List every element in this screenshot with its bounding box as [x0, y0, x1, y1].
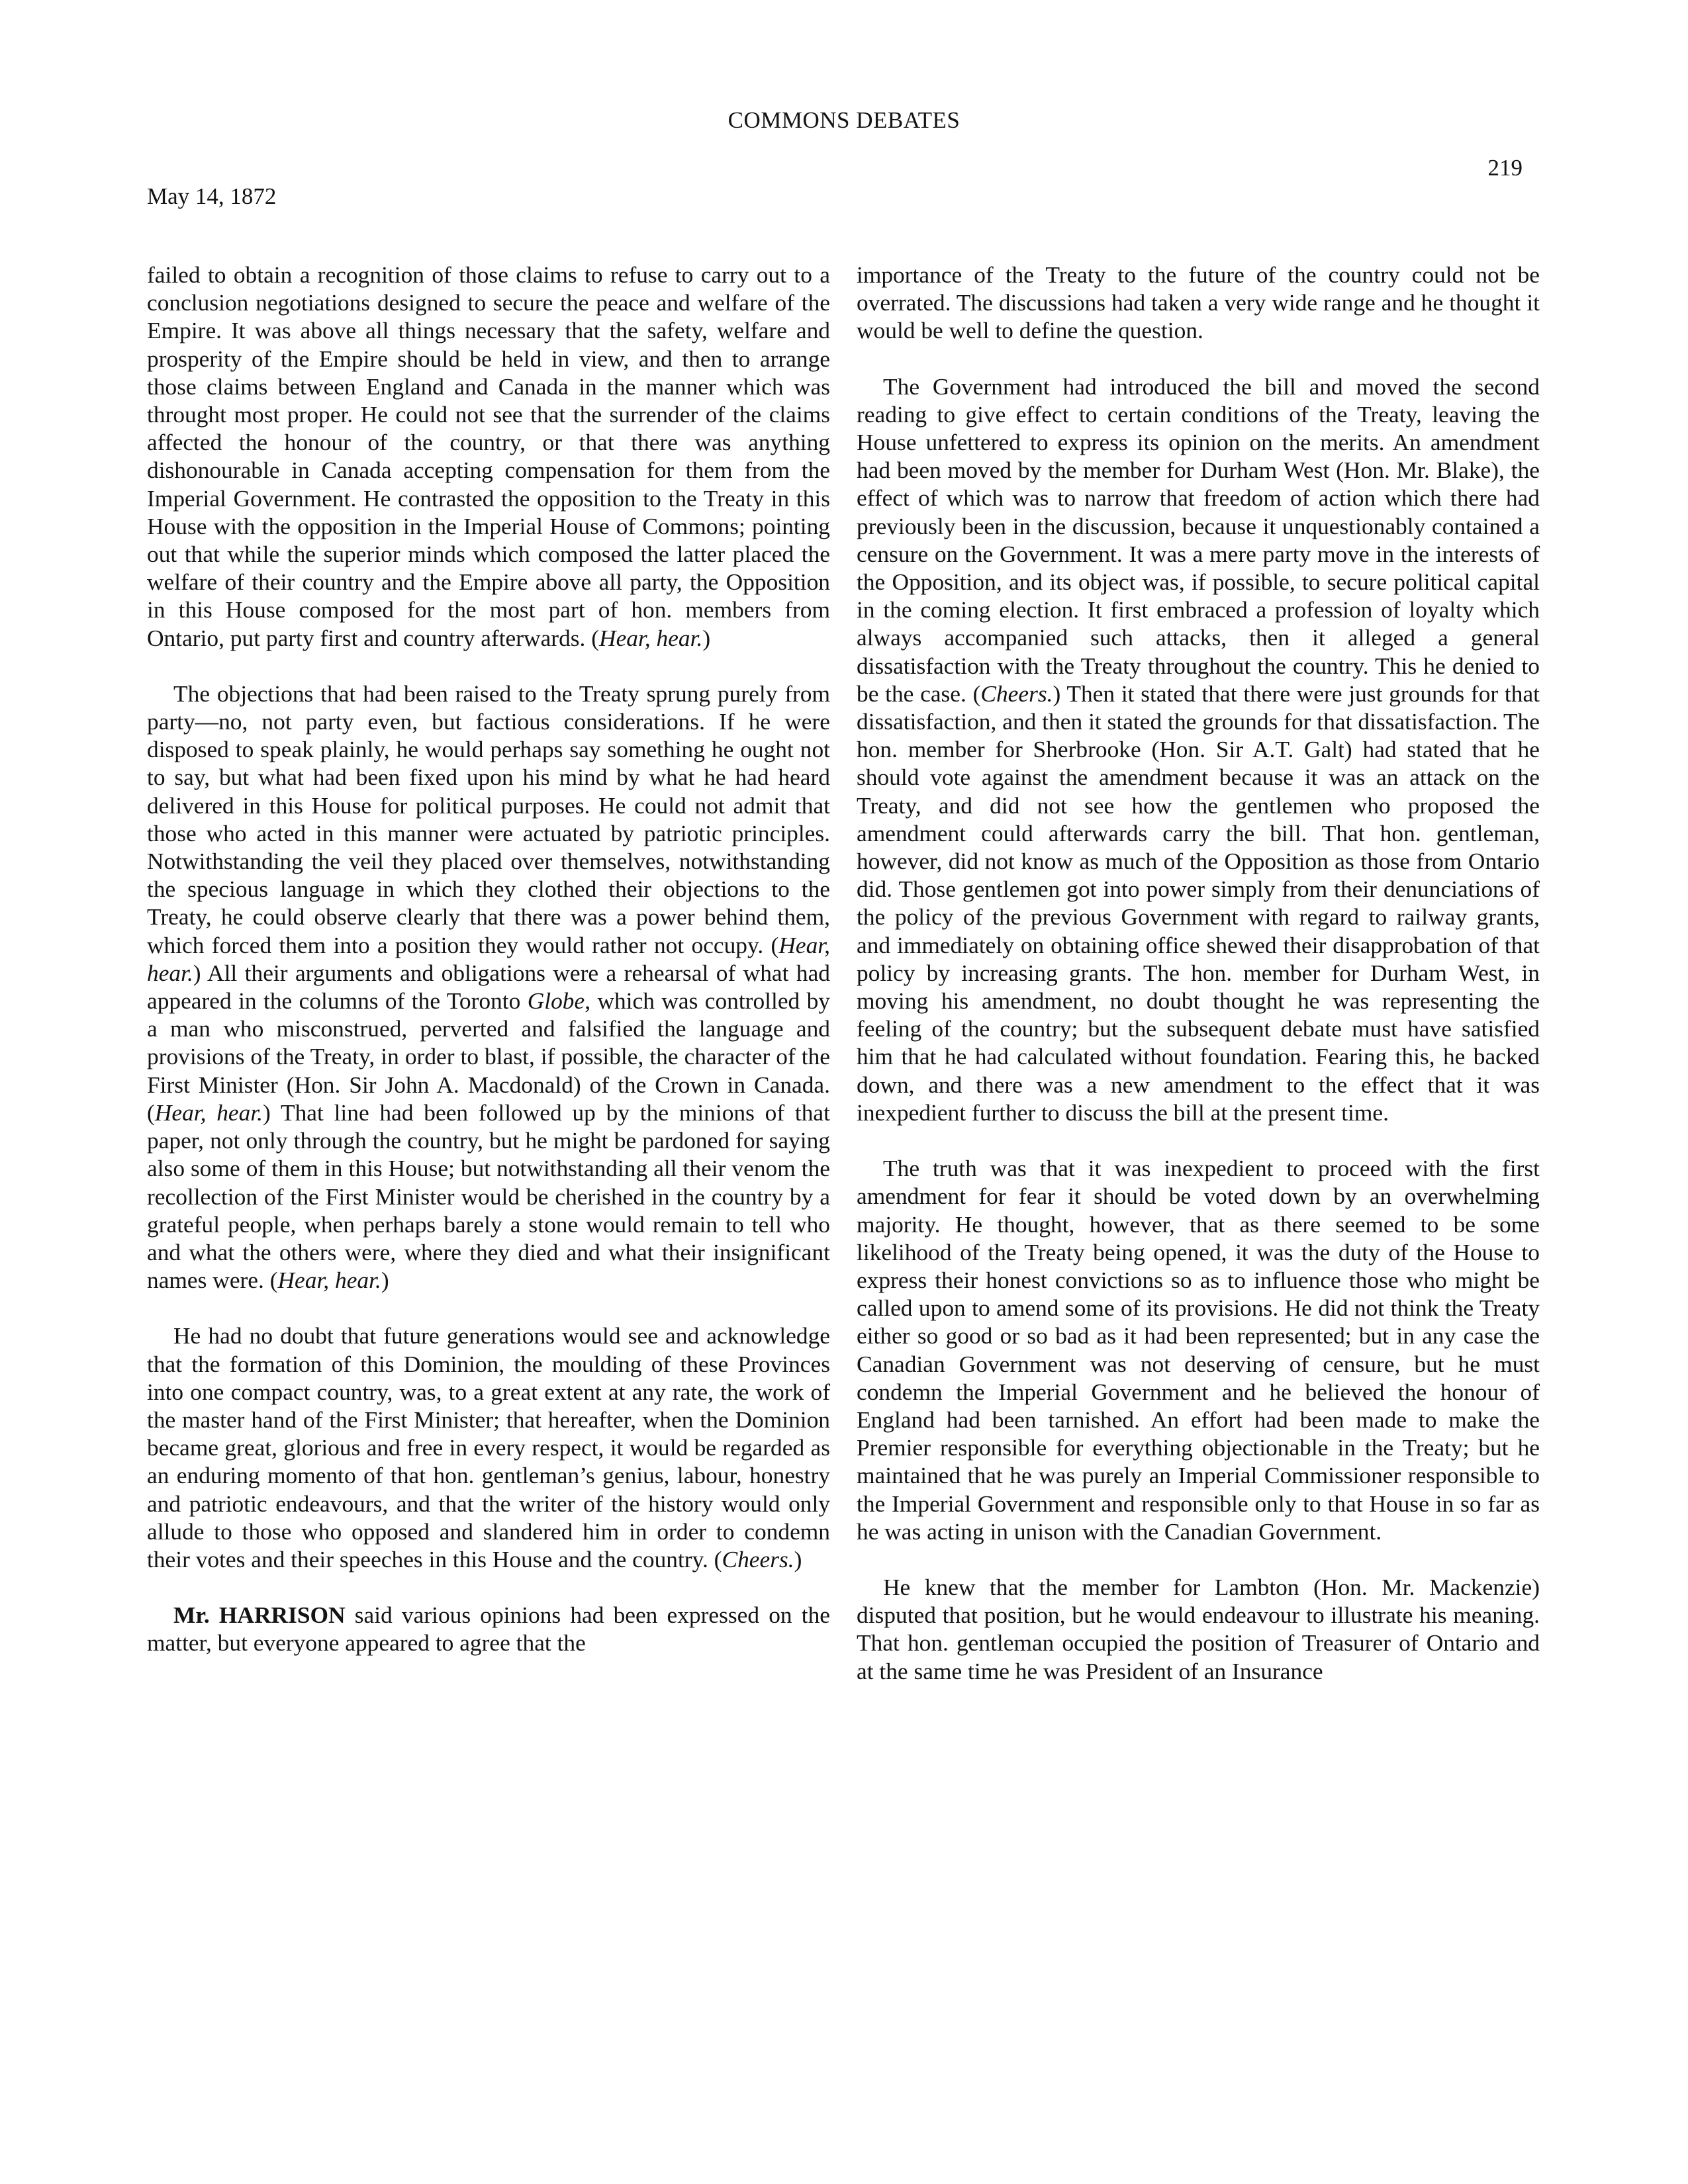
text-run: The Government had introduced the bill and moved the second reading to give effect to certain conditions of the Treaty, leaving the House unfettered to express its opinion on the merits. An amendment had been moved by the member for Durham West (Hon. Mr. Blake), the effect of which was to narrow that freedom of action which there had previously been in the discussion, because it unquestionably contained a censure on the Government. It was a mere party move in the interests of the Opposition, and its object was, if possible, to secure political capital in the coming election. It first embraced a profession of loyalty which always accompanied such attacks, then it alleged a general dissatisfaction with the Treaty throughout the country. This he denied to be the case. (	[857, 373, 1540, 707]
interjection: Hear, hear.	[277, 1267, 381, 1294]
paragraph	[857, 261, 1540, 345]
paragraph	[147, 1601, 830, 1657]
debate-date: May 14, 1872	[147, 183, 277, 209]
text-run: failed to obtain a recognition of those claims to refuse to carry out to a conclusion negotiations designed to secure the peace and welfare of the Empire. It was above all things necessary that the safety, welfare and prosperity of the Empire should be held in view, and then to arrange those claims between England and Canada in the manner which was throught most proper. He could not see that the surrender of the claims affected the honour of the country, or that there was anything dishonourable in Canada accepting compensation for them from the Imperial Government. He contrasted the opposition to the Treaty in this House with the opposition in the Imperial House of Commons; pointing out that while the superior minds which composed the latter placed the welfare of their country and the Empire above all party, the Opposition in this House composed for the most part of hon. members from Ontario, put party first and country afterwards. (	[147, 261, 830, 651]
text-run: )	[702, 624, 711, 651]
speaker-name: Mr. HARRISON	[173, 1602, 346, 1629]
paragraph	[147, 680, 830, 1294]
text-run: He had no doubt that future generations would see and acknowledge that the formation of this Dominion, the moulding of these Provinces into one compact country, was, to a great extent at any rate, the work of the master hand of the First Minister; that hereafter, when the Dominion became great, glorious and free in every respect, it would be regarded as an enduring momento of that hon. gentleman’s genius, labour, honestry and patriotic endeavours, and that the writer of the history would only allude to those who opposed and slandered him in order to condemn their votes and their speeches in this House and the country. (	[147, 1322, 830, 1572]
paragraph	[857, 1154, 1540, 1545]
newspaper-title: Globe	[527, 987, 585, 1015]
paragraph	[857, 373, 1540, 1126]
text-run: said various opinions had been expressed on the matter, but everyone appeared to agree that the	[147, 1602, 830, 1657]
text-run: He knew that the member for Lambton (Hon. Mr. Mackenzie) disputed that position, but he would endeavour to illustrate his meaning. That hon. gentleman occupied the position of Treasurer of Ontario and at the same time he was President of an Insurance	[857, 1573, 1540, 1684]
text-run: importance of the Treaty to the future of the country could not be overrated. The discussions had taken a very wide range and he thought it would be well to define the question.	[857, 261, 1540, 344]
right-column	[857, 261, 1540, 1685]
left-column	[147, 261, 830, 1657]
text-run: ) That line had been followed up by the minions of that paper, not only through the country, but he might be pardoned for saying also some of them in this House; but notwithstanding all their venom the recollection of the First Minister would be cherished in the country by a grateful people, when perhaps barely a stone would remain to tell who and what the others were, where they died and what their insignificant names were. (	[147, 1099, 830, 1294]
text-run: The objections that had been raised to the Treaty sprung purely from party—no, not party even, but factious considerations. If he were disposed to speak plainly, he would perhaps say something he ought not to say, but what had been fixed upon his mind by what he had heard delivered in this House for political purposes. He could not admit that those who acted in this manner were actuated by patriotic principles. Notwithstanding the veil they placed over themselves, notwithstanding the specious language in which they clothed their objections to the Treaty, he could observe clearly that there was a power behind them, which forced them into a position they would rather not occupy. (	[147, 680, 830, 958]
interjection: Hear, hear.	[599, 624, 703, 651]
text-run: ) All their arguments and obligations were a rehearsal of what had appeared in the columns of the Toronto	[147, 959, 830, 1015]
interjection: Cheers.	[722, 1545, 794, 1572]
text-run: The truth was that it was inexpedient to proceed with the first amendment for fear it should be voted down by an overwhelming majority. He thought, however, that as there seemed to be some likelihood of the Treaty being opened, it was the duty of the House to express their honest convictions so as to influence those who might be called upon to amend some of its provisions. He did not think the Treaty either so good or so bad as it had been represented; but in any case the Canadian Government was not deserving of censure, but he must condemn the Imperial Government and he believed the honour of England had been tarnished. An effort had been made to make the Premier responsible for everything objectionable in the Treaty; but he maintained that he was purely an Imperial Commissioner responsible to the Imperial Government and responsible only to that House in so far as he was acting in unison with the Canadian Government.	[857, 1155, 1540, 1545]
text-run: , which was controlled by a man who misconstrued, perverted and falsified the language and provisions of the Treaty, in order to blast, if possible, the character of the First Minister (Hon. Sir John A. Macdonald) of the Crown in Canada. (	[147, 987, 831, 1126]
interjection: Hear, hear.	[154, 1099, 263, 1126]
text-run: )	[794, 1545, 802, 1572]
interjection: Cheers.	[980, 680, 1053, 707]
text-run: )	[381, 1267, 389, 1294]
paragraph	[147, 1322, 830, 1573]
paragraph	[147, 261, 830, 652]
page-number: 219	[1487, 155, 1523, 181]
paragraph	[857, 1573, 1540, 1685]
interjection: Hear, hear.	[147, 931, 830, 986]
running-title: COMMONS DEBATES	[727, 107, 961, 133]
text-run: ) Then it stated that there were just grounds for that dissatisfaction, and then it stated the grounds for that dissatisfaction. The hon. member for Sherbrooke (Hon. Sir A.T. Galt) had stated that he should vote against the amendment because it was an attack on the Treaty, and did not see how the gentlemen who proposed the amendment could afterwards carry the bill. That hon. gentleman, however, did not know as much of the Opposition as those from Ontario did. Those gentlemen got into power simply from their denunciations of the policy of the previous Government with regard to railway grants, and immediately on obtaining office shewed their disapprobation of that policy by increasing grants. The hon. member for Durham West, in moving his amendment, no doubt thought he was representing the feeling of the country; but the subsequent debate must have satisfied him that he had calculated without foundation. Fearing this, he backed down, and there was a new amendment to the effect that it was inexpedient further to discuss the bill at the present time.	[857, 680, 1540, 1126]
